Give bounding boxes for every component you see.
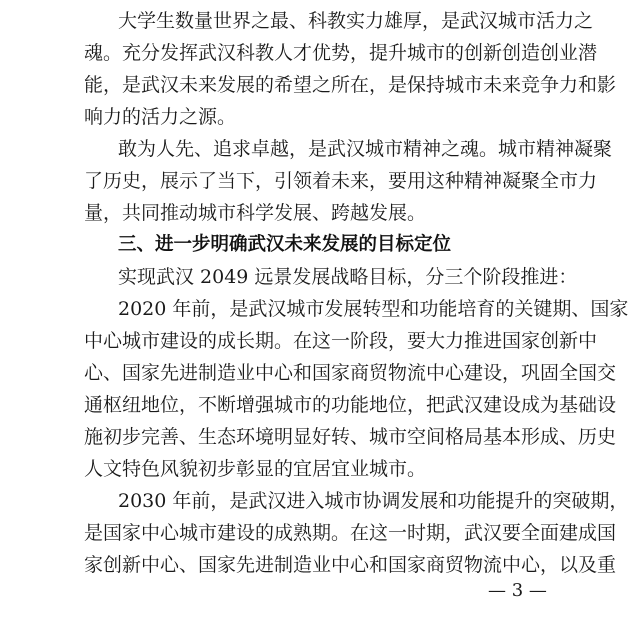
stage-2020-line-5: 施初步完善、生态环境明显好转、城市空间格局基本形成、历史 xyxy=(84,426,617,448)
paragraph-2-line-1: 敢为人先、追求卓越，是武汉城市精神之魂。城市精神凝聚 xyxy=(118,138,613,160)
stage-2020-line-6: 人文特色风貌初步彰显的宜居宜业城市。 xyxy=(84,458,427,480)
stage-2020-line-3: 心、国家先进制造业中心和国家商贸物流中心建设，巩固全国交 xyxy=(84,362,617,384)
section-heading: 三、进一步明确武汉未来发展的目标定位 xyxy=(118,234,452,255)
paragraph-1-line-1: 大学生数量世界之最、科教实力雄厚，是武汉城市活力之 xyxy=(118,10,594,32)
paragraph-1-line-2: 魂。充分发挥武汉科教人才优势，提升城市的创新创造创业潜 xyxy=(84,42,598,64)
stage-2020-line-2: 中心城市建设的成长期。在这一阶段，要大力推进国家创新中 xyxy=(84,330,598,352)
stage-2020-line-4: 通枢纽地位，不断增强城市的功能地位，把武汉建设成为基础设 xyxy=(84,394,617,416)
paragraph-1-line-3: 能，是武汉未来发展的希望之所在，是保持城市未来竞争力和影 xyxy=(84,74,617,96)
stage-2020-line-1: 2020 年前，是武汉城市发展转型和功能培育的关键期、国家 xyxy=(118,298,629,320)
stage-2030-line-2: 是国家中心城市建设的成熟期。在这一时期，武汉要全面建成国 xyxy=(84,522,617,544)
paragraph-2-line-3: 量，共同推动城市科学发展、跨越发展。 xyxy=(84,202,427,224)
stage-2030-line-3: 家创新中心、国家先进制造业中心和国家商贸物流中心，以及重 xyxy=(84,554,617,576)
paragraph-1-line-4: 响力的活力之源。 xyxy=(84,106,237,128)
paragraph-2-line-2: 了历史，展示了当下，引领着未来，要用这种精神凝聚全市力 xyxy=(84,170,598,192)
intro-line: 实现武汉 2049 远景发展战略目标，分三个阶段推进： xyxy=(118,266,578,288)
page-number: — 3 — xyxy=(488,580,547,601)
stage-2030-line-1: 2030 年前，是武汉进入城市协调发展和功能提升的突破期， xyxy=(118,490,629,512)
